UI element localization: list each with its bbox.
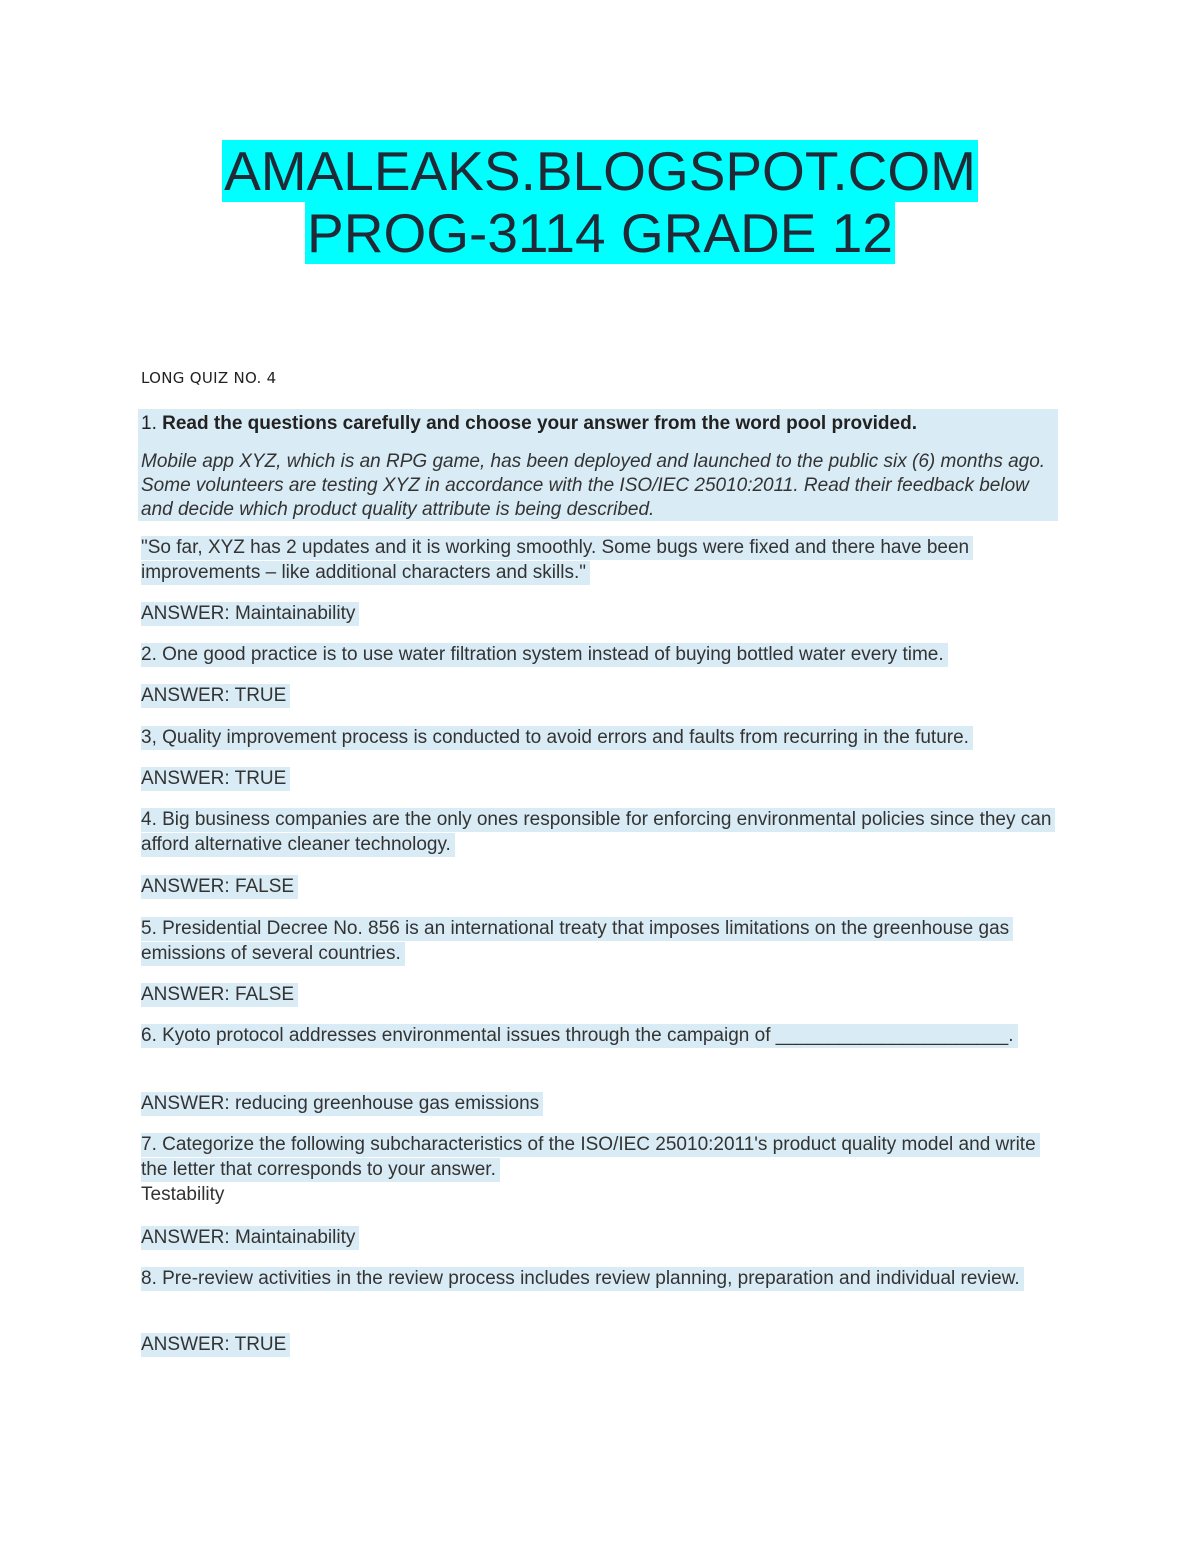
- question-6-text: 6. Kyoto protocol addresses environmental issues through the campaign of ______________________.: [141, 1024, 1018, 1048]
- answer-1-text: ANSWER: Maintainability: [141, 602, 359, 626]
- answer-7-text: ANSWER: Maintainability: [141, 1226, 359, 1250]
- answer-1: [141, 601, 1056, 626]
- question-1-instruction: Read the questions carefully and choose your answer from the word pool provided.: [162, 413, 917, 434]
- question-1-scenario: Mobile app XYZ, which is an RPG game, has been deployed and launched to the public six (6) months ago. Some volunteers are testing XYZ in accordance with the ISO/IEC 25010:2011. Read their feedback below and decide which product quality attribute is being described.: [141, 451, 1046, 520]
- question-6: [141, 1023, 1056, 1048]
- answer-2: [141, 683, 1056, 708]
- question-5-text: 5. Presidential Decree No. 856 is an international treaty that imposes limitations on the greenhouse gas emissions of several countries.: [141, 917, 1013, 966]
- answer-3: [141, 766, 1056, 791]
- question-2: [141, 642, 1056, 667]
- answer-2-text: ANSWER: TRUE: [141, 684, 290, 708]
- question-3-text: 3, Quality improvement process is conducted to avoid errors and faults from recurring in the future.: [141, 726, 973, 750]
- answer-5-text: ANSWER: FALSE: [141, 983, 298, 1007]
- answer-4: [141, 874, 1056, 899]
- question-4: [141, 807, 1056, 857]
- question-4-text: 4. Big business companies are the only ones responsible for enforcing environmental policies since they can afford alternative cleaner technology.: [141, 808, 1055, 857]
- question-3: [141, 725, 1056, 750]
- question-1-number: 1.: [141, 413, 157, 434]
- answer-6: [141, 1091, 1056, 1116]
- answer-6-text: ANSWER: reducing greenhouse gas emissions: [141, 1092, 543, 1116]
- question-7-item: Testability: [141, 1184, 225, 1205]
- question-1-heading: [141, 413, 917, 435]
- question-8: [141, 1266, 1056, 1291]
- course-title: PROG-3114 GRADE 12: [307, 202, 893, 264]
- answer-3-text: ANSWER: TRUE: [141, 767, 290, 791]
- answer-8-text: ANSWER: TRUE: [141, 1333, 290, 1357]
- question-7-text: 7. Categorize the following subcharacteristics of the ISO/IEC 25010:2011's product quality model and write the letter that corresponds to your answer.: [141, 1133, 1040, 1182]
- question-7: [141, 1132, 1056, 1207]
- question-8-text: 8. Pre-review activities in the review process includes review planning, preparation and individual review.: [141, 1267, 1024, 1291]
- answer-4-text: ANSWER: FALSE: [141, 875, 298, 899]
- question-1-quote: [141, 535, 1056, 585]
- document-header: [0, 140, 1200, 264]
- answer-5: [141, 982, 1056, 1007]
- quiz-title: LONG QUIZ NO. 4: [141, 369, 277, 387]
- answer-8: [141, 1332, 1056, 1357]
- question-1-quote-text: "So far, XYZ has 2 updates and it is working smoothly. Some bugs were fixed and there have been improvements – like additional characters and skills.": [141, 536, 973, 585]
- answer-7: [141, 1225, 1056, 1250]
- site-name: AMALEAKS.BLOGSPOT.COM: [224, 140, 976, 202]
- question-5: [141, 916, 1056, 966]
- question-2-text: 2. One good practice is to use water filtration system instead of buying bottled water every time.: [141, 643, 948, 667]
